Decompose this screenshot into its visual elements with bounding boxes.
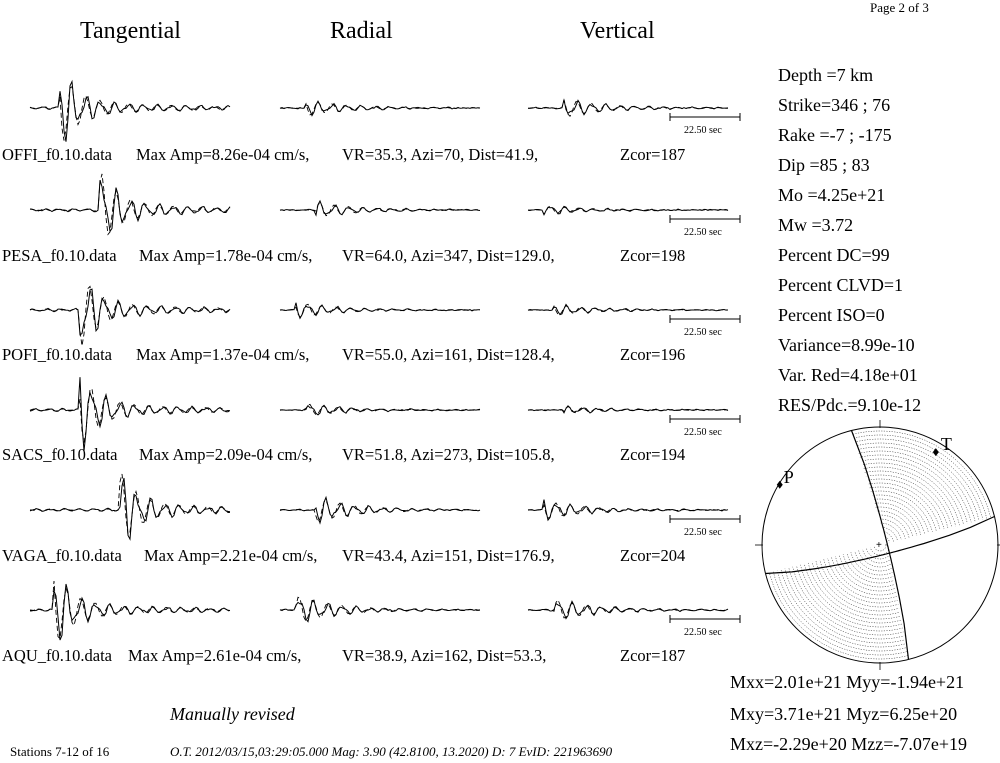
- station-stats: VR=55.0, Azi=161, Dist=128.4,: [342, 345, 555, 364]
- beachball-center-marker: +: [876, 540, 882, 551]
- observed-trace-vertical: [528, 206, 728, 214]
- synthetic-trace-tangential: [30, 389, 230, 443]
- column-title-tangential: Tangential: [80, 18, 181, 44]
- synthetic-trace-radial: [280, 500, 480, 522]
- station-zcor: Zcor=198: [620, 246, 686, 265]
- synthetic-trace-vertical: [528, 503, 728, 518]
- footer-stations-range: Stations 7-12 of 16: [10, 744, 110, 759]
- station-file: VAGA_f0.10.data: [2, 546, 122, 565]
- time-scale-label: 22.50 sec: [684, 627, 722, 638]
- t-axis-label: T: [940, 434, 952, 455]
- observed-trace-vertical: [528, 305, 728, 315]
- time-scale-label: 22.50 sec: [684, 227, 722, 238]
- station-stats: VR=35.3, Azi=70, Dist=41.9,: [342, 145, 539, 164]
- footer-event-info: O.T. 2012/03/15,03:29:05.000 Mag: 3.90 (42.8100, 13.2020) D: 7 EvID: 221963690: [170, 744, 613, 759]
- focal-mechanism-beachball: [755, 420, 1000, 670]
- observed-trace-vertical: [528, 601, 728, 618]
- time-scale-bar: [670, 415, 740, 423]
- column-title-radial: Radial: [330, 18, 393, 44]
- station-zcor: Zcor=196: [620, 345, 686, 364]
- station-stats: VR=38.9, Azi=162, Dist=53.3,: [342, 646, 547, 665]
- station-stats: VR=43.4, Azi=151, Dist=176.9,: [342, 546, 555, 565]
- observed-trace-tangential: [30, 584, 230, 640]
- param-percent-clvd: Percent CLVD=1: [778, 275, 903, 295]
- param-percent-iso: Percent ISO=0: [778, 305, 885, 325]
- observed-trace-tangential: [30, 289, 230, 335]
- station-maxamp: Max Amp=2.21e-04 cm/s,: [144, 546, 318, 565]
- param-depth: Depth =7 km: [778, 65, 874, 85]
- station-maxamp: Max Amp=2.09e-04 cm/s,: [139, 445, 313, 464]
- station-zcor: Zcor=204: [620, 546, 686, 565]
- column-title-vertical: Vertical: [580, 18, 655, 44]
- param-dip: Dip =85 ; 83: [778, 155, 870, 175]
- time-scale-label: 22.50 sec: [684, 527, 722, 538]
- station-maxamp: Max Amp=1.37e-04 cm/s,: [136, 345, 310, 364]
- p-axis-marker: [777, 481, 783, 489]
- observed-trace-tangential: [30, 180, 230, 231]
- param-rake: Rake =-7 ; -175: [778, 125, 892, 145]
- manual-revision-note: Manually revised: [170, 704, 295, 724]
- station-maxamp: Max Amp=2.61e-04 cm/s,: [128, 646, 302, 665]
- observed-trace-radial: [280, 497, 480, 523]
- station-file: OFFI_f0.10.data: [2, 145, 112, 164]
- observed-trace-tangential: [30, 82, 230, 142]
- time-scale-label: 22.50 sec: [684, 327, 722, 338]
- time-scale-bar: [670, 515, 740, 523]
- station-file: POFI_f0.10.data: [2, 345, 112, 364]
- station-stats: VR=64.0, Azi=347, Dist=129.0,: [342, 246, 555, 265]
- station-maxamp: Max Amp=8.26e-04 cm/s,: [136, 145, 310, 164]
- param-strike: Strike=346 ; 76: [778, 95, 891, 115]
- synthetic-trace-tangential: [30, 286, 230, 346]
- observed-trace-vertical: [528, 406, 728, 413]
- page-number: Page 2 of 3: [870, 0, 929, 15]
- time-scale-bar: [670, 215, 740, 223]
- p-axis-label: P: [783, 466, 794, 487]
- station-zcor: Zcor=194: [620, 445, 686, 464]
- observed-trace-radial: [280, 405, 480, 415]
- synthetic-trace-radial: [280, 597, 480, 621]
- moment-tensor-line-2: Mxy=3.71e+21 Myz=6.25e+20: [730, 704, 958, 724]
- moment-tensor-line-3: Mxz=-2.29e+20 Mzz=-7.07e+19: [730, 734, 968, 754]
- observed-trace-vertical: [528, 100, 728, 115]
- station-file: SACS_f0.10.data: [2, 445, 118, 464]
- param-mw: Mw =3.72: [778, 215, 854, 235]
- time-scale-label: 22.50 sec: [684, 125, 722, 136]
- synthetic-trace-radial: [280, 304, 480, 317]
- param-variance: Variance=8.99e-10: [778, 335, 915, 355]
- time-scale-bar: [670, 615, 740, 623]
- time-scale-label: 22.50 sec: [684, 427, 722, 438]
- station-zcor: Zcor=187: [620, 145, 686, 164]
- station-file: PESA_f0.10.data: [2, 246, 117, 265]
- station-file: AQU_f0.10.data: [2, 646, 112, 665]
- param-percent-dc: Percent DC=99: [778, 245, 890, 265]
- param-res-pdc: RES/Pdc.=9.10e-12: [778, 395, 922, 415]
- param-variance-reduction: Var. Red=4.18e+01: [778, 365, 918, 385]
- observed-trace-radial: [280, 600, 480, 621]
- time-scale-bar: [670, 315, 740, 323]
- time-scale-bar: [670, 113, 740, 121]
- station-maxamp: Max Amp=1.78e-04 cm/s,: [139, 246, 313, 265]
- observed-trace-radial: [280, 303, 480, 319]
- station-zcor: Zcor=187: [620, 646, 686, 665]
- station-stats: VR=51.8, Azi=273, Dist=105.8,: [342, 445, 555, 464]
- param-mo: Mo =4.25e+21: [778, 185, 886, 205]
- observed-trace-radial: [280, 201, 480, 215]
- synthetic-trace-tangential: [30, 474, 230, 535]
- observed-trace-tangential: [30, 377, 230, 451]
- moment-tensor-line-1: Mxx=2.01e+21 Myy=-1.94e+21: [730, 672, 965, 692]
- t-axis-marker: [933, 448, 939, 456]
- synthetic-trace-tangential: [30, 581, 230, 639]
